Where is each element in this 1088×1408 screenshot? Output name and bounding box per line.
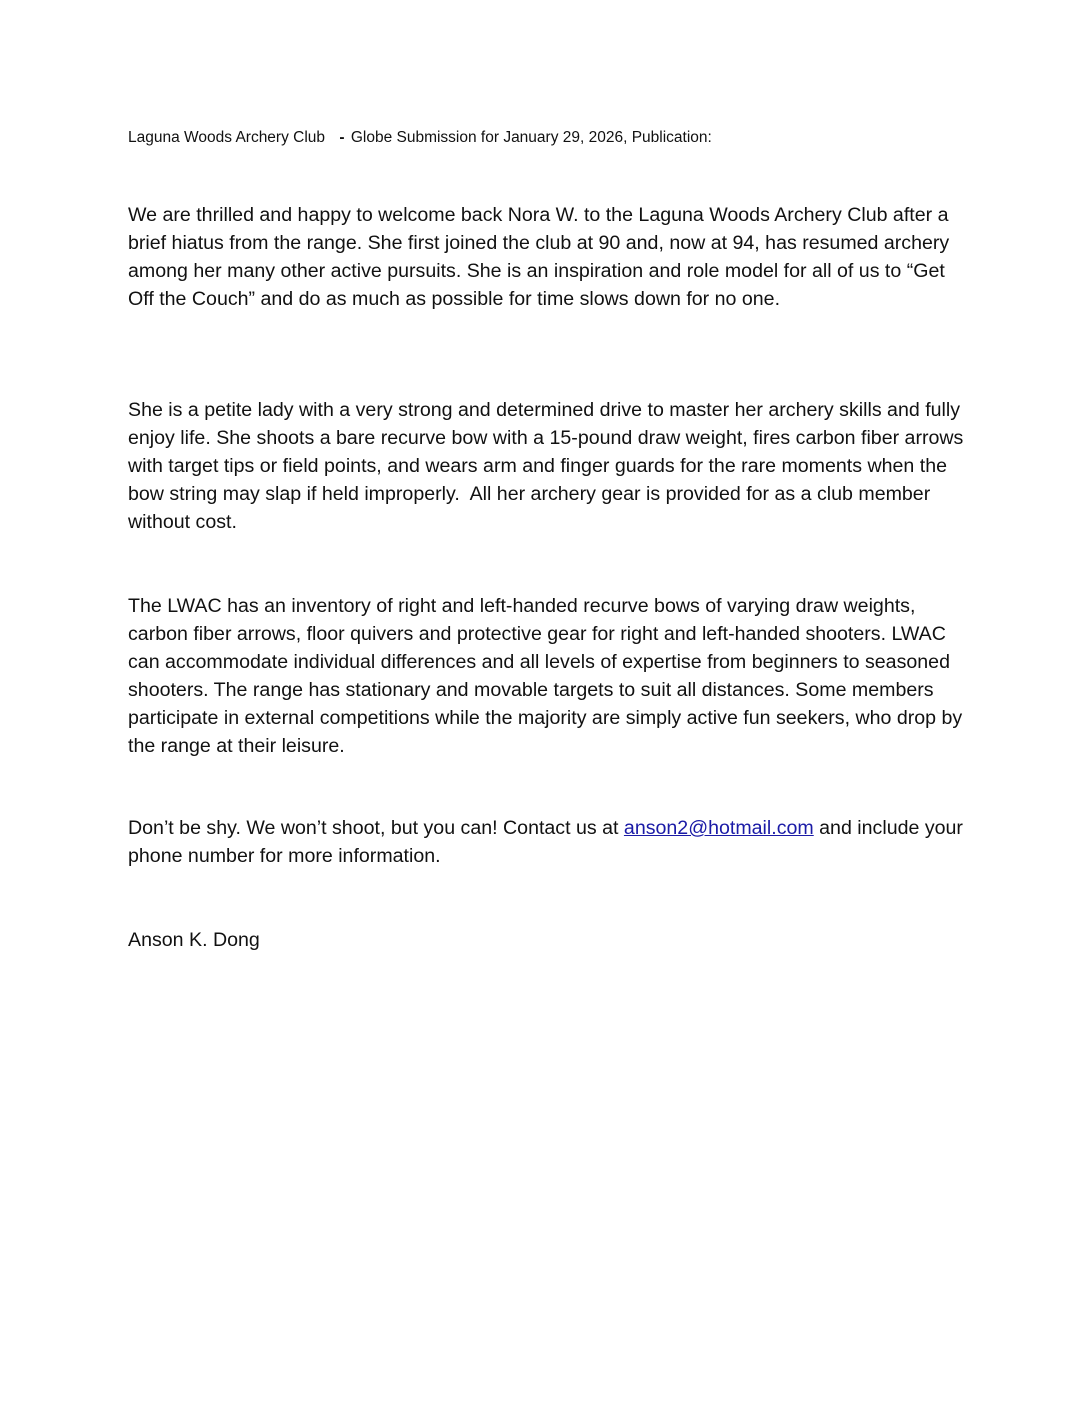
paragraph-inventory: The LWAC has an inventory of right and left-handed recurve bows of varying draw weights, carbon fiber arrows, floor quivers and protective gear for right and left-handed shooters. LWAC can accommodate individual differences and all levels of expertise from beginners to seasoned shooters. The range has stationary and movable targets to suit all distances. Some members participate in external competitions while the majority are simply active fun seekers, who drop by the range at their leisure. xyxy=(128,595,963,757)
submission-info: Globe Submission for January 29, 2026, Publication: xyxy=(350,129,712,146)
paragraph-description: She is a petite lady with a very strong and determined drive to master her archery skills and fully enjoy life. She shoots a bare recurve bow with a 15-pound draw weight, fires carbon fiber arrows with target tips or field points, and wears arm and finger guards for the rare moments when the bow string may slap if held improperly. All her archery gear is provided for as a club member without cost. xyxy=(128,399,964,533)
paragraph-welcome: We are thrilled and happy to welcome back Nora W. to the Laguna Woods Archery Club after a brief hiatus from the range. She first joined the club at 90 and, now at 94, has resumed archery among her many other active pursuits. She is an inspiration and role model for all of us to “Get Off the Couch” and do as much as possible for time slows down for no one. xyxy=(128,204,950,310)
header-separator: - xyxy=(339,129,345,146)
club-name: Laguna Woods Archery Club xyxy=(128,129,326,146)
contact-text-before: Don’t be shy. We won’t shoot, but you can! Contact us at xyxy=(128,817,624,839)
document-header xyxy=(128,128,712,148)
email-link[interactable]: anson2@hotmail.com xyxy=(623,817,814,839)
contact-text-after: and include your phone number for more information. xyxy=(128,817,963,867)
signature: Anson K. Dong xyxy=(128,929,260,951)
paragraph-contact xyxy=(128,814,968,870)
